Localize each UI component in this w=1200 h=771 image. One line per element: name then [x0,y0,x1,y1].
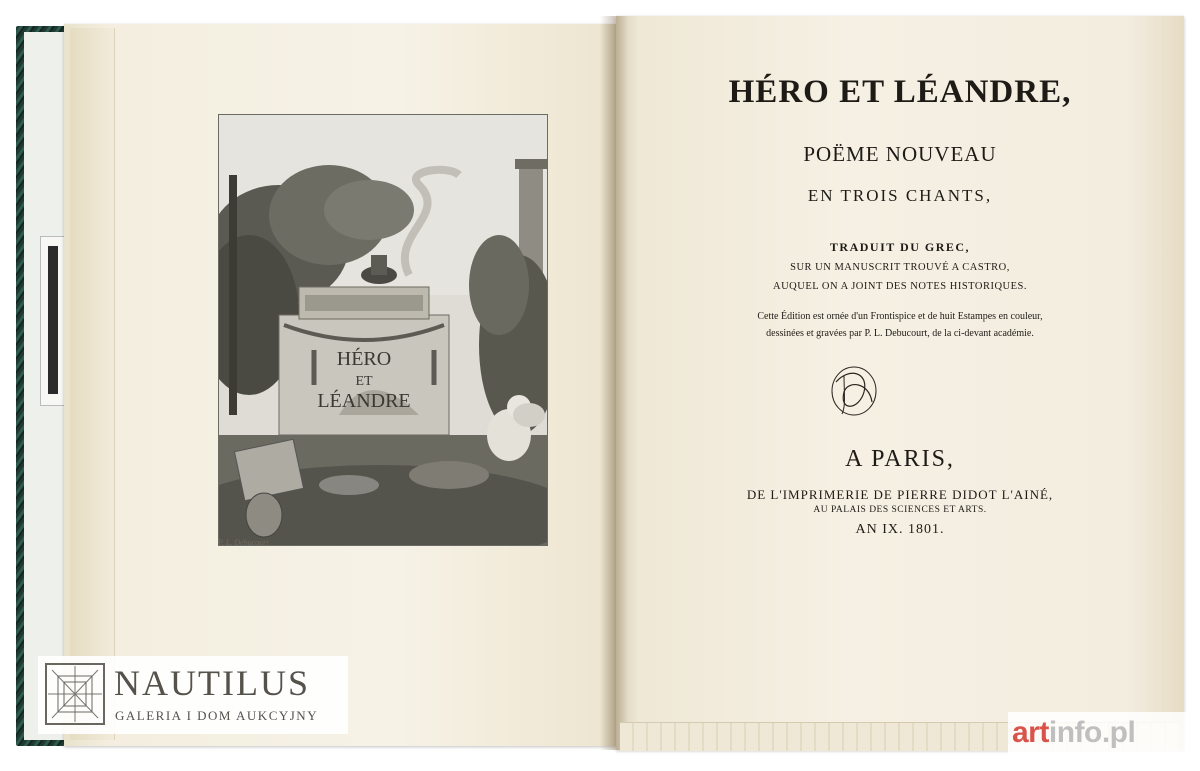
left-page-fold [70,28,115,740]
nautilus-logo-icon [44,662,106,726]
translated-line: TRADUIT DU GREC, [829,240,971,254]
imprint-printer: DE L'IMPRIMERIE DE PIERRE DIDOT L'AINÉ, [746,487,1054,502]
printer-monogram [824,362,884,420]
notes-line: AUQUEL ON A JOINT DES NOTES HISTORIQUES. [772,281,1028,292]
right-page [616,16,1184,750]
book-chants: EN TROIS CHANTS, [807,186,993,205]
manuscript-line: SUR UN MANUSCRIT TROUVÉ A CASTRO, [790,262,1010,273]
book-subtitle: POËME NOUVEAU [803,142,997,166]
engraving-illustration [219,115,547,545]
edition-note-line2: dessinées et gravées par P. L. Debucourt, de la ci-devant académie. [766,328,1034,339]
imprint-place: A PARIS, [845,446,955,472]
spine-shadow [600,16,628,750]
monument-inscription-line2: ET [355,374,373,389]
monument-inscription-line3: LÉANDRE [317,390,411,412]
artinfo-art-text: art [1012,716,1049,749]
frontispiece-engraving [218,114,548,546]
engraver-signature: P. L. Debucourt [218,538,269,547]
imprint-address: AU PALAIS DES SCIENCES ET ARTS. [813,505,987,515]
book-title: HÉRO ET LÉANDRE, [728,74,1072,110]
edition-note-line1: Cette Édition est ornée d'un Frontispice et de huit Estampes en couleur, [757,311,1043,322]
imprint-date: AN IX. 1801. [855,522,945,537]
artinfo-logo [1012,716,1135,750]
artinfo-info-text: info.pl [1048,716,1136,749]
bookplate-stripe [48,246,58,394]
nautilus-name: NAUTILUS [114,663,310,703]
nautilus-subtitle: GALERIA I DOM AUKCYJNY [115,708,319,723]
monument-inscription-line1: HÉRO [336,348,392,370]
